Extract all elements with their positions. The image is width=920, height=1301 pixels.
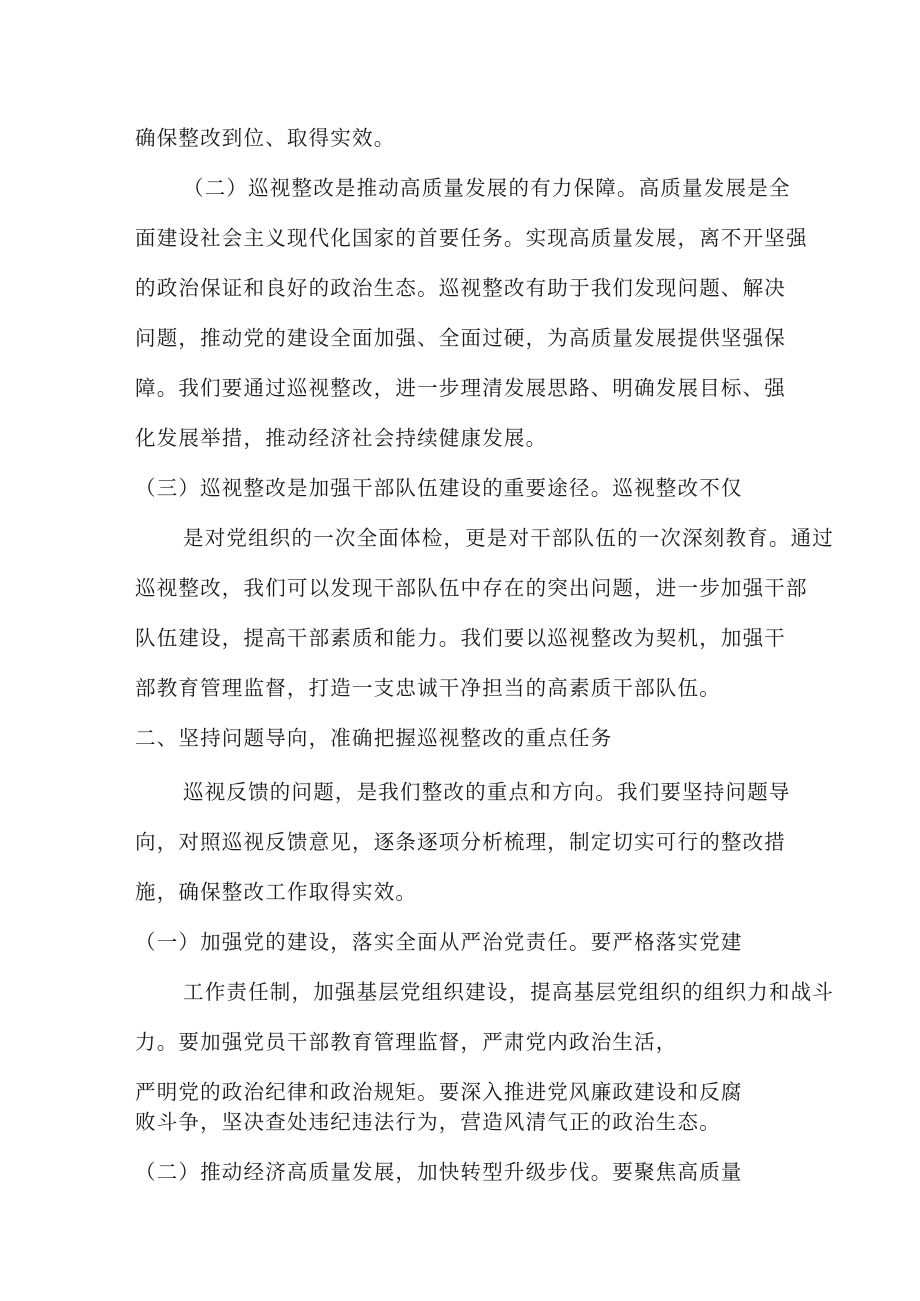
text-line: 力。要加强党员干部教育管理监督，严肃党内政治生活， <box>135 1030 678 1054</box>
text-line: 向，对照巡视反馈意见，逐条逐项分析梳理，制定切实可行的整改措 <box>135 830 786 854</box>
text-line: 确保整改到位、取得实效。 <box>135 126 396 150</box>
text-line: 问题，推动党的建设全面加强、全面过硬，为高质量发展提供坚强保 <box>135 326 786 350</box>
section-heading: 二、坚持问题导向，准确把握巡视整改的重点任务 <box>135 726 613 750</box>
text-line: 巡视反馈的问题，是我们整改的重点和方向。我们要坚持问题导 <box>183 780 791 804</box>
text-line: 严明党的政治纪律和政治规矩。要深入推进党风廉政建设和反腐 <box>135 1080 743 1104</box>
text-line: 工作责任制，加强基层党组织建设，提高基层党组织的组织力和战斗 <box>183 980 834 1004</box>
text-line: 施，确保整改工作取得实效。 <box>135 880 418 904</box>
text-line: （三）巡视整改是加强干部队伍建设的重要途径。巡视整改不仅 <box>135 476 743 500</box>
text-line: （二）推动经济高质量发展，加快转型升级步伐。要聚焦高质量 <box>135 1160 743 1184</box>
text-line: 巡视整改，我们可以发现干部队伍中存在的突出问题，进一步加强干部 <box>135 576 808 600</box>
text-line: 障。我们要通过巡视整改，进一步理清发展思路、明确发展目标、强 <box>135 376 786 400</box>
text-line: （二）巡视整改是推动高质量发展的有力保障。高质量发展是全 <box>183 176 791 200</box>
text-line: 败斗争，坚决查处违纪违法行为，营造风清气正的政治生态。 <box>135 1110 721 1134</box>
text-line: （一）加强党的建设，落实全面从严治党责任。要严格落实党建 <box>135 930 743 954</box>
text-line: 的政治保证和良好的政治生态。巡视整改有助于我们发现问题、解决 <box>135 276 786 300</box>
text-line: 化发展举措，推动经济社会持续健康发展。 <box>135 426 548 450</box>
text-line: 队伍建设，提高干部素质和能力。我们要以巡视整改为契机，加强干 <box>135 626 786 650</box>
text-line: 面建设社会主义现代化国家的首要任务。实现高质量发展，离不开坚强 <box>135 226 808 250</box>
text-line: 是对党组织的一次全面体检，更是对干部队伍的一次深刻教育。通过 <box>183 526 834 550</box>
text-line: 部教育管理监督，打造一支忠诚干净担当的高素质干部队伍。 <box>135 676 721 700</box>
